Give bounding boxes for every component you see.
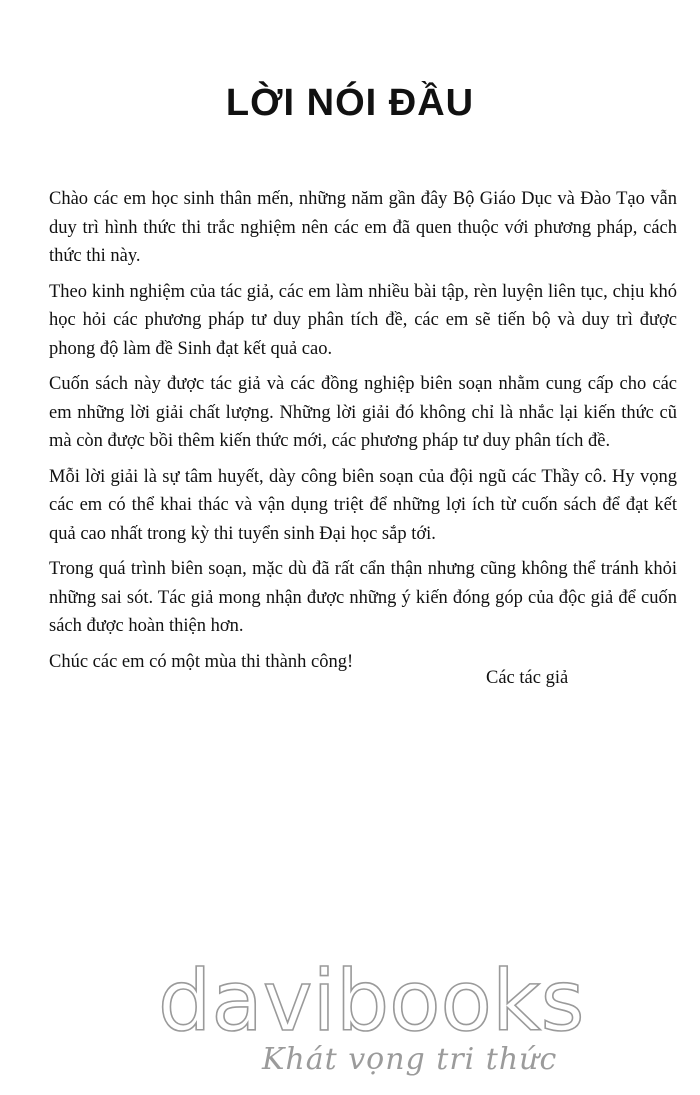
paragraph-book-purpose: Cuốn sách này được tác giả và các đồng nghiệp biên soạn nhằm cung cấp cho các em những lời giải chất lượng. Những lời giải đó không chỉ là nhắc lại kiến thức cũ mà còn được bồi thêm kiến thức mới, các phương pháp tư duy phân tích đề. — [49, 374, 677, 451]
watermark-brand: davibooks — [158, 952, 585, 1050]
watermark — [0, 950, 700, 1095]
preface-body — [49, 185, 677, 683]
page-title: LỜI NÓI ĐẦU — [225, 82, 475, 124]
watermark-slogan: Khát vọng tri thức — [262, 1042, 558, 1077]
paragraph-wishes: Chúc các em có một mùa thi thành công! — [49, 651, 354, 672]
paragraph-dedication: Mỗi lời giải là sự tâm huyết, dày công biên soạn của đội ngũ các Thầy cô. Hy vọng các em có thể khai thác và vận dụng triệt để những lợi ích từ cuốn sách để đạt kết quả cao nhất trong kỳ thi tuyển sinh Đại học sắp tới. — [49, 466, 677, 544]
paragraph-feedback: Trong quá trình biên soạn, mặc dù đã rất cẩn thận nhưng cũng không thể tránh khỏi những sai sót. Tác giả mong nhận được những ý kiến đóng góp của độc giả để cuốn sách được hoàn thiện hơn. — [49, 559, 677, 636]
paragraph-experience: Theo kinh nghiệm của tác giả, các em làm nhiều bài tập, rèn luyện liên tục, chịu khó học hỏi các phương pháp tư duy phân tích đề, các em sẽ tiến bộ và duy trì được phong độ làm đề Sinh đạt kết quả cao. — [49, 281, 677, 359]
paragraph-greeting: Chào các em học sinh thân mến, những năm gần đây Bộ Giáo Dục và Đào Tạo vẫn duy trì hình thức thi trắc nghiệm nên các em đã quen thuộc với phương pháp, cách thức thi này. — [49, 189, 677, 266]
signature: Các tác giả — [486, 668, 569, 688]
